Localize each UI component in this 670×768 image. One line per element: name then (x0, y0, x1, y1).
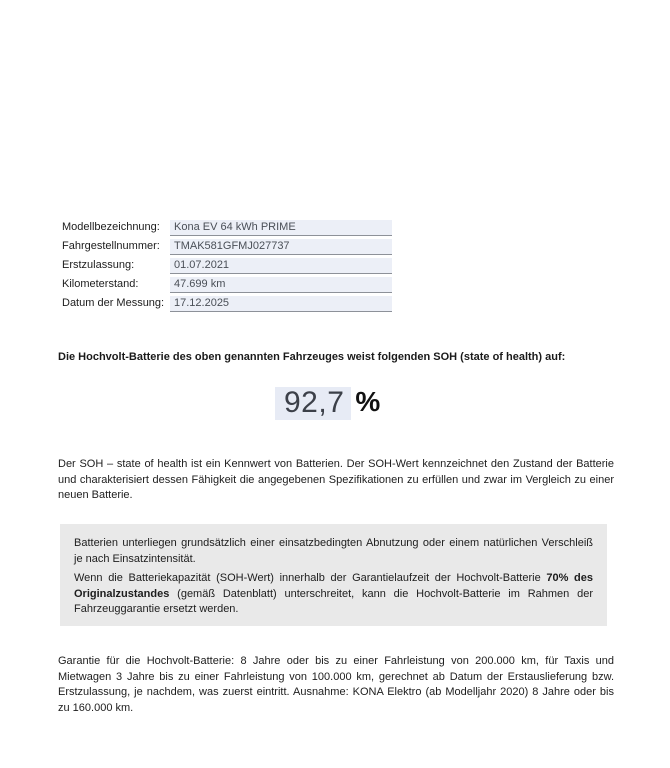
notice-paragraph-wear: Batterien unterliegen grundsätzlich einer einsatzbedingten Abnutzung oder einem natürlichen Verschleiß je nach Einsatzintensität. (74, 537, 593, 565)
warranty-paragraph: Garantie für die Hochvolt-Batterie: 8 Jahre oder bis zu einer Fahrleistung von 200.000 km, für Taxis und Mietwagen 3 Jahre bis zu einer Fahrleistung von 100.000 km, gerechnet ab Datum der Erstauslieferung bzw. Erstzulassung, je nachdem, was zuerst eintritt. Ausnahme: KONA Elektro (ab Modelljahr 2020) 8 Jahre oder bis zu 160.000 km. (58, 655, 614, 714)
field-label-mileage: Kilometerstand: (62, 278, 139, 290)
mileage-field[interactable] (170, 277, 392, 293)
first-registration-field[interactable] (170, 258, 392, 274)
form-row-first-registration (62, 255, 392, 274)
form-row-vin (62, 236, 392, 255)
notice-paragraph-guarantee (74, 571, 593, 618)
notice-guarantee-threshold: 70% des Originalzustandes (74, 572, 593, 600)
field-label-first-registration: Erstzulassung: (62, 259, 135, 271)
soh-explanation-paragraph: Der SOH – state of health ist ein Kennwert von Batterien. Der SOH-Wert kennzeichnet den Zustand der Batterie und charakterisiert dessen Fähigkeit die angegebenen Spezifikationen zu erfüllen und zwar im Vergleich zu einer neuen Batterie. (58, 458, 614, 501)
notice-guarantee-text-end: (gemäß Datenblatt) unterschreitet, kann die Hochvolt-Batterie im Rahmen der Fahrzeuggarantie ersetzt werden. (74, 587, 593, 615)
form-row-measurement-date (62, 293, 392, 312)
field-label-model: Modellbezeichnung: (62, 221, 160, 233)
measurement-date-field[interactable] (170, 296, 392, 312)
field-label-vin: Fahrgestellnummer: (62, 240, 160, 252)
soh-percent-sign: % (355, 386, 381, 417)
model-designation-field[interactable] (170, 220, 392, 236)
vehicle-data-form (62, 217, 392, 312)
battery-wear-notice-box (60, 524, 607, 626)
soh-value-highlight: 92,7 (275, 387, 351, 420)
form-row-mileage (62, 274, 392, 293)
soh-statement: Die Hochvolt-Batterie des oben genannten Fahrzeuges weist folgenden SOH (state of health) auf: (58, 351, 566, 363)
notice-guarantee-text-start: Wenn die Batteriekapazität (SOH-Wert) innerhalb der Garantielaufzeit der Hochvolt-Batterie (74, 572, 547, 584)
soh-result (275, 386, 380, 420)
form-row-model (62, 217, 392, 236)
field-label-measurement-date: Datum der Messung: (62, 297, 165, 309)
vin-field[interactable] (170, 239, 392, 255)
